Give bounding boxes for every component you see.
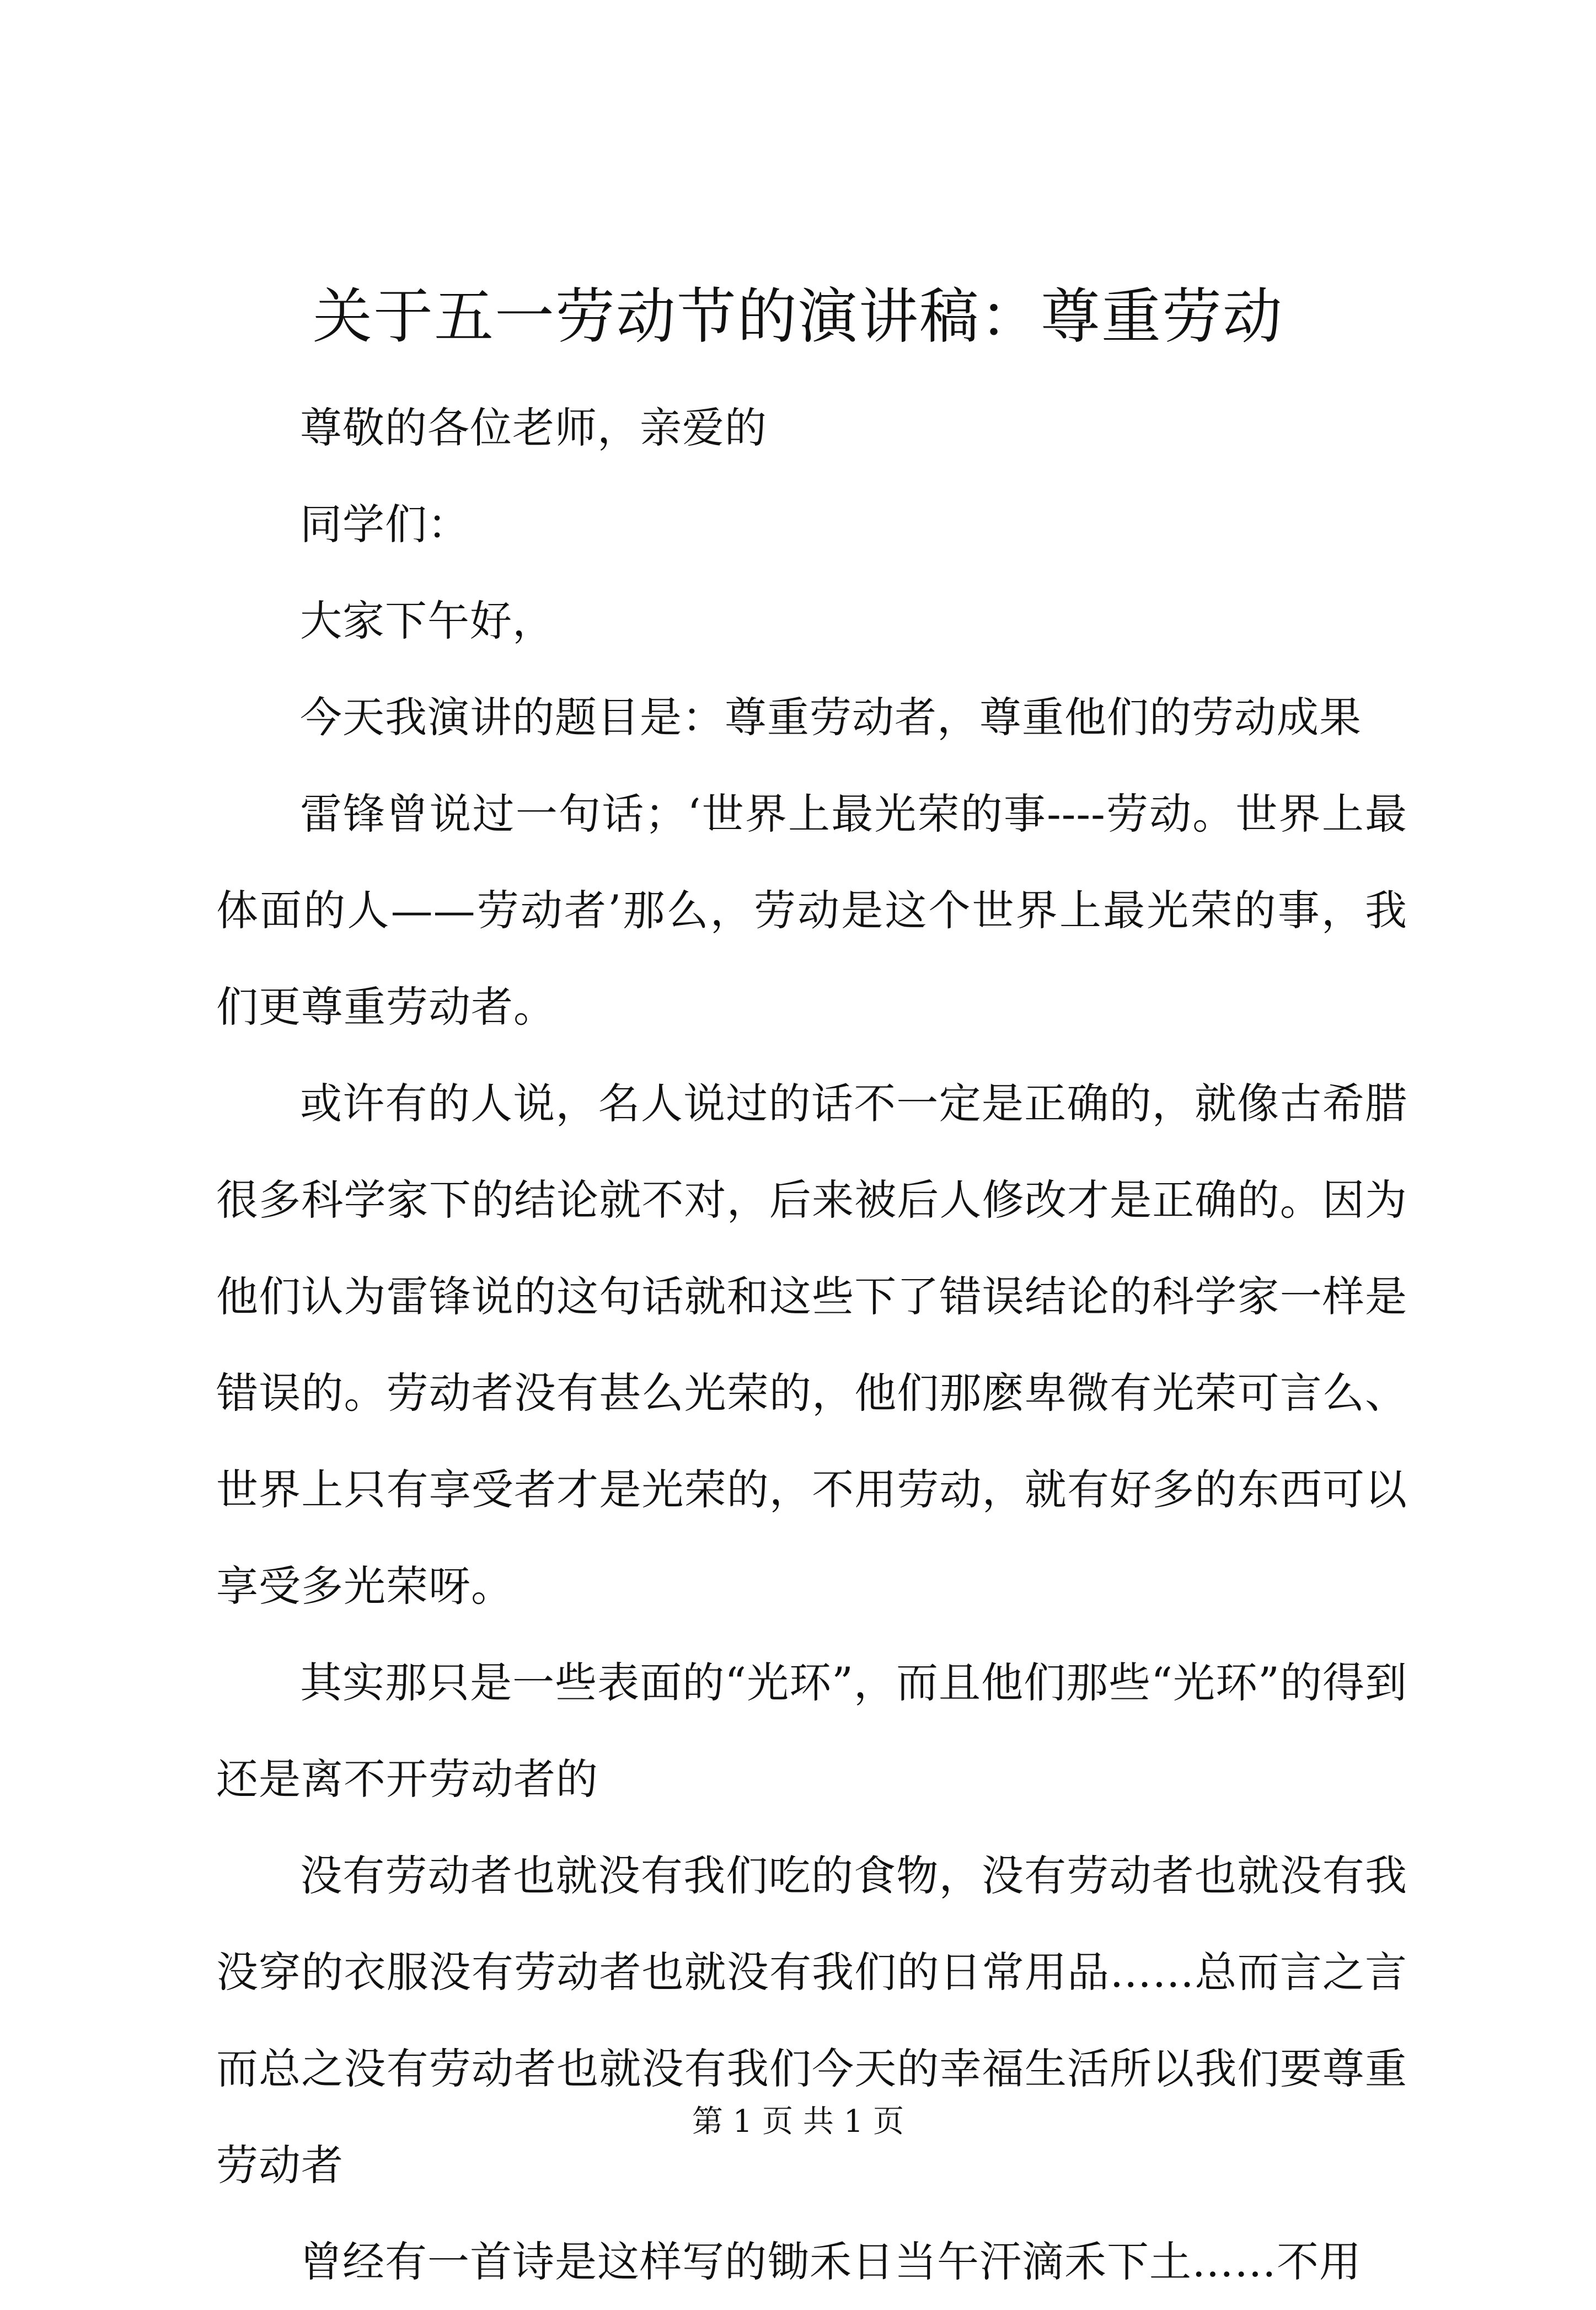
paragraph-poem: 曾经有一首诗是这样写的锄禾日当午汗滴禾下土……不用 bbox=[300, 2237, 1362, 2286]
paragraph-counterargument: 或许有的人说，名人说过的话不一定是正确的，就像古希腊很多科学家下的结论就不对，后来被后人修改才是正确的。因为他们认为雷锋说的这句话就和这些下了错误结论的科学家一样是错误的。劳动者没有甚么光荣的，他们那麽卑微有光荣可言么、世界上只有享受者才是光荣的，不用劳动，就有好多的东西可以享受多光荣呀。 bbox=[216, 1079, 1407, 1611]
document-title: 关于五一劳动节的演讲稿：尊重劳动 bbox=[312, 282, 1283, 351]
document-body bbox=[216, 379, 1407, 2310]
paragraph-lei-feng-quote: 雷锋曾说过一句话；‘世界上最光荣的事----劳动。世界上最体面的人——劳动者’那么，劳动是这个世界上最光荣的事，我们更尊重劳动者。 bbox=[216, 789, 1407, 1031]
page-number-footer: 第 1 页 共 1 页 bbox=[692, 2104, 904, 2140]
paragraph-greeting-students: 同学们： bbox=[300, 500, 470, 549]
paragraph-topic: 今天我演讲的题目是：尊重劳动者，尊重他们的劳动成果 bbox=[300, 693, 1362, 742]
paragraph-good-afternoon: 大家下午好， bbox=[300, 596, 555, 645]
paragraph-halo: 其实那只是一些表面的“光环”，而且他们那些“光环”的得到还是离不开劳动者的 bbox=[216, 1658, 1407, 1804]
paragraph-greeting: 尊敬的各位老师，亲爱的 bbox=[300, 403, 767, 452]
paragraph-without-workers: 没有劳动者也就没有我们吃的食物，没有劳动者也就没有我没穿的衣服没有劳动者也就没有我们的日常用品……总而言之言而总之没有劳动者也就没有我们今天的幸福生活所以我们要尊重劳动者 bbox=[216, 1851, 1407, 2190]
